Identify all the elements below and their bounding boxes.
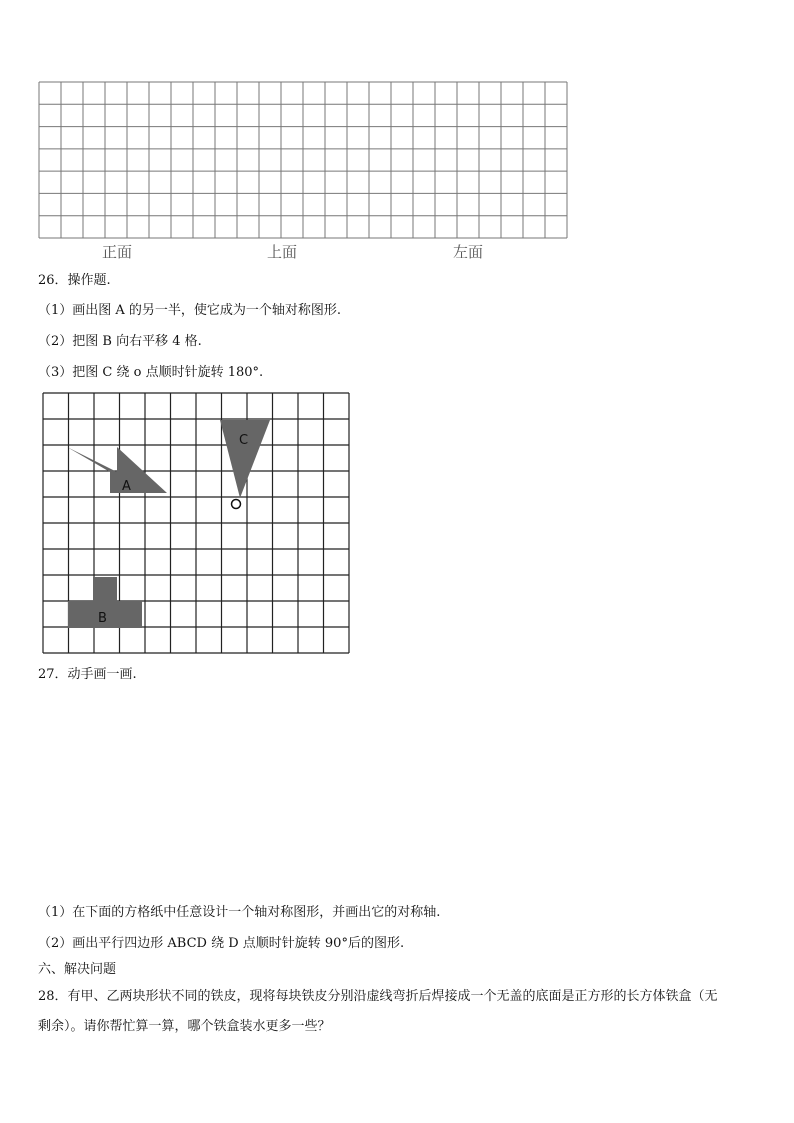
q26-item-3: （3）把图 C 绕 o 点顺时针旋转 180°. <box>38 365 264 380</box>
q26-item-2: （2）把图 B 向右平移 4 格. <box>38 334 202 349</box>
shape-c <box>220 420 270 498</box>
rotation-point-o <box>232 500 241 509</box>
q28-line-1: 28．有甲、乙两块形状不同的铁皮，现将每块铁皮分别沿虚线弯折后焊接成一个无盖的底面是正方形的长方体铁盒（无 <box>38 989 718 1004</box>
left-view-label: 左面 <box>453 243 484 261</box>
q27-heading: 27．动手画一画. <box>38 667 137 682</box>
shape-b-label: B <box>98 611 107 626</box>
three-view-grid <box>38 81 568 239</box>
q27-item-2: （2）画出平行四边形 ABCD 绕 D 点顺时针旋转 90°后的图形. <box>38 936 405 951</box>
shape-a <box>67 447 167 493</box>
q26-item-1: （1）画出图 A 的另一半，使它成为一个轴对称图形. <box>38 303 342 318</box>
front-view-label: 正面 <box>102 243 133 261</box>
q28-line-2: 剩余）。请你帮忙算一算，哪个铁盒装水更多一些？ <box>38 1019 331 1034</box>
q26-figure <box>42 392 352 656</box>
top-view-label: 上面 <box>267 243 298 261</box>
shape-c-label: C <box>239 433 249 448</box>
q27-item-1: （1）在下面的方格纸中任意设计一个轴对称图形，并画出它的对称轴. <box>38 905 441 920</box>
section-6-heading: 六、解决问题 <box>38 962 117 977</box>
shape-a-label: A <box>122 479 131 494</box>
q26-heading: 26．操作题. <box>38 273 111 288</box>
